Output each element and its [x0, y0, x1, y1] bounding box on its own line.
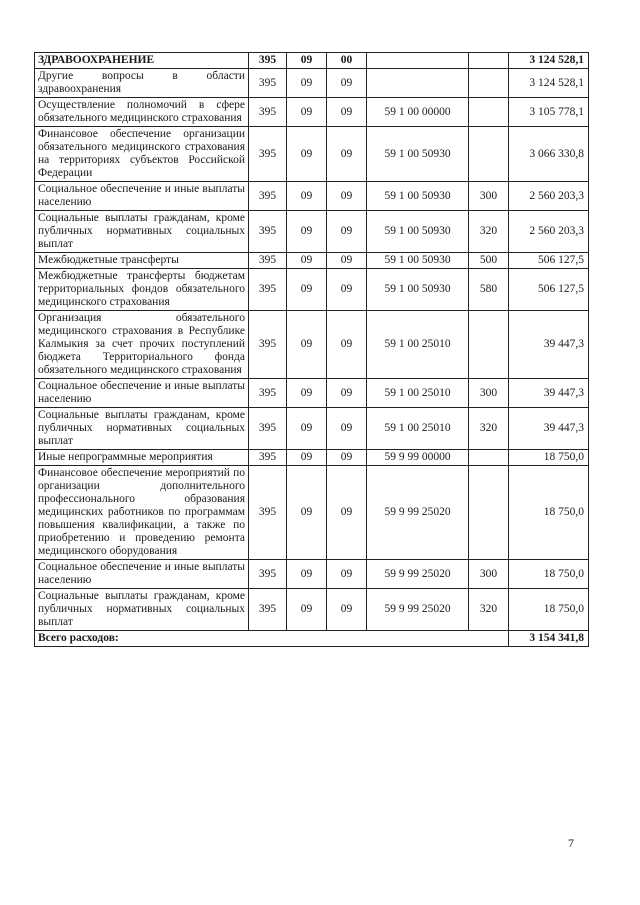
subsection-code-cell: 09	[327, 127, 367, 182]
amount-cell: 3 105 778,1	[509, 98, 589, 127]
section-code-cell: 09	[287, 53, 327, 69]
target-article-code-cell: 59 1 00 50930	[367, 182, 469, 211]
total-amount: 3 154 341,8	[509, 631, 589, 647]
target-article-code-cell: 59 1 00 50930	[367, 253, 469, 269]
subsection-code-cell: 09	[327, 408, 367, 450]
table-row	[35, 253, 589, 269]
amount-cell: 18 750,0	[509, 466, 589, 560]
expense-type-code-cell	[469, 311, 509, 379]
row-name-cell: Организация обязательного медицинского страхования в Республике Калмыкия за счет прочих поступлений бюджета Территориального фонда обязательного медицинского страхования	[35, 311, 249, 379]
row-name-cell: Другие вопросы в области здравоохранения	[35, 69, 249, 98]
expense-type-code-cell: 320	[469, 408, 509, 450]
ved-code-cell: 395	[249, 53, 287, 69]
total-row	[35, 631, 589, 647]
ved-code-cell: 395	[249, 253, 287, 269]
target-article-code-cell: 59 1 00 50930	[367, 127, 469, 182]
section-code-cell: 09	[287, 98, 327, 127]
amount-cell: 18 750,0	[509, 560, 589, 589]
table-row	[35, 182, 589, 211]
amount-cell: 2 560 203,3	[509, 182, 589, 211]
expense-type-code-cell	[469, 450, 509, 466]
section-code-cell: 09	[287, 69, 327, 98]
subsection-code-cell: 09	[327, 379, 367, 408]
expense-type-code-cell: 320	[469, 211, 509, 253]
section-code-cell: 09	[287, 211, 327, 253]
section-code-cell: 09	[287, 408, 327, 450]
ved-code-cell: 395	[249, 560, 287, 589]
row-name-cell: ЗДРАВООХРАНЕНИЕ	[35, 53, 249, 69]
subsection-code-cell: 09	[327, 98, 367, 127]
section-code-cell: 09	[287, 311, 327, 379]
amount-cell: 506 127,5	[509, 253, 589, 269]
row-name-cell: Социальные выплаты гражданам, кроме публичных нормативных социальных выплат	[35, 408, 249, 450]
expense-type-code-cell	[469, 127, 509, 182]
table-row	[35, 269, 589, 311]
ved-code-cell: 395	[249, 127, 287, 182]
table-row	[35, 589, 589, 631]
section-code-cell: 09	[287, 269, 327, 311]
amount-cell: 39 447,3	[509, 311, 589, 379]
ved-code-cell: 395	[249, 311, 287, 379]
row-name-cell: Социальные выплаты гражданам, кроме публичных нормативных социальных выплат	[35, 589, 249, 631]
section-code-cell: 09	[287, 560, 327, 589]
ved-code-cell: 395	[249, 182, 287, 211]
target-article-code-cell: 59 9 99 25020	[367, 589, 469, 631]
ved-code-cell: 395	[249, 408, 287, 450]
ved-code-cell: 395	[249, 269, 287, 311]
amount-cell: 18 750,0	[509, 450, 589, 466]
expense-type-code-cell: 320	[469, 589, 509, 631]
subsection-code-cell: 09	[327, 69, 367, 98]
row-name-cell: Межбюджетные трансферты	[35, 253, 249, 269]
table-body	[35, 53, 589, 647]
expense-type-code-cell: 300	[469, 379, 509, 408]
table-row	[35, 560, 589, 589]
section-code-cell: 09	[287, 450, 327, 466]
table-row	[35, 69, 589, 98]
amount-cell: 18 750,0	[509, 589, 589, 631]
expense-type-code-cell: 580	[469, 269, 509, 311]
target-article-code-cell: 59 1 00 50930	[367, 269, 469, 311]
expense-type-code-cell	[469, 98, 509, 127]
target-article-code-cell: 59 1 00 00000	[367, 98, 469, 127]
target-article-code-cell	[367, 69, 469, 98]
amount-cell: 39 447,3	[509, 379, 589, 408]
row-name-cell: Социальное обеспечение и иные выплаты населению	[35, 379, 249, 408]
ved-code-cell: 395	[249, 379, 287, 408]
expense-type-code-cell	[469, 69, 509, 98]
table-row	[35, 53, 589, 69]
subsection-code-cell: 09	[327, 269, 367, 311]
row-name-cell: Межбюджетные трансферты бюджетам территориальных фондов обязательного медицинского страхования	[35, 269, 249, 311]
ved-code-cell: 395	[249, 211, 287, 253]
subsection-code-cell: 09	[327, 182, 367, 211]
ved-code-cell: 395	[249, 98, 287, 127]
target-article-code-cell: 59 1 00 25010	[367, 408, 469, 450]
target-article-code-cell: 59 9 99 00000	[367, 450, 469, 466]
section-code-cell: 09	[287, 253, 327, 269]
row-name-cell: Осуществление полномочий в сфере обязательного медицинского страхования	[35, 98, 249, 127]
ved-code-cell: 395	[249, 69, 287, 98]
subsection-code-cell: 09	[327, 466, 367, 560]
row-name-cell: Иные непрограммные мероприятия	[35, 450, 249, 466]
amount-cell: 506 127,5	[509, 269, 589, 311]
target-article-code-cell: 59 1 00 25010	[367, 311, 469, 379]
subsection-code-cell: 09	[327, 311, 367, 379]
target-article-code-cell: 59 1 00 50930	[367, 211, 469, 253]
ved-code-cell: 395	[249, 466, 287, 560]
row-name-cell: Социальное обеспечение и иные выплаты населению	[35, 560, 249, 589]
section-code-cell: 09	[287, 379, 327, 408]
target-article-code-cell: 59 1 00 25010	[367, 379, 469, 408]
subsection-code-cell: 09	[327, 211, 367, 253]
amount-cell: 3 124 528,1	[509, 69, 589, 98]
target-article-code-cell: 59 9 99 25020	[367, 560, 469, 589]
target-article-code-cell	[367, 53, 469, 69]
ved-code-cell: 395	[249, 589, 287, 631]
subsection-code-cell: 09	[327, 253, 367, 269]
section-code-cell: 09	[287, 589, 327, 631]
expense-type-code-cell: 300	[469, 182, 509, 211]
row-name-cell: Социальные выплаты гражданам, кроме публичных нормативных социальных выплат	[35, 211, 249, 253]
expense-type-code-cell: 500	[469, 253, 509, 269]
row-name-cell: Финансовое обеспечение организации обязательного медицинского страхования на территориях субъектов Российской Федерации	[35, 127, 249, 182]
section-code-cell: 09	[287, 182, 327, 211]
table-row	[35, 211, 589, 253]
amount-cell: 3 066 330,8	[509, 127, 589, 182]
table-row	[35, 408, 589, 450]
table-row	[35, 127, 589, 182]
subsection-code-cell: 09	[327, 589, 367, 631]
expense-type-code-cell	[469, 466, 509, 560]
table-row	[35, 98, 589, 127]
amount-cell: 3 124 528,1	[509, 53, 589, 69]
subsection-code-cell: 00	[327, 53, 367, 69]
subsection-code-cell: 09	[327, 450, 367, 466]
section-code-cell: 09	[287, 466, 327, 560]
table-row	[35, 311, 589, 379]
table-row	[35, 450, 589, 466]
budget-table	[34, 52, 589, 647]
ved-code-cell: 395	[249, 450, 287, 466]
amount-cell: 2 560 203,3	[509, 211, 589, 253]
section-code-cell: 09	[287, 127, 327, 182]
expense-type-code-cell	[469, 53, 509, 69]
total-label: Всего расходов:	[35, 631, 509, 647]
subsection-code-cell: 09	[327, 560, 367, 589]
amount-cell: 39 447,3	[509, 408, 589, 450]
table-row	[35, 466, 589, 560]
target-article-code-cell: 59 9 99 25020	[367, 466, 469, 560]
table-row	[35, 379, 589, 408]
expense-type-code-cell: 300	[469, 560, 509, 589]
row-name-cell: Социальное обеспечение и иные выплаты населению	[35, 182, 249, 211]
row-name-cell: Финансовое обеспечение мероприятий по организации дополнительного профессионального образования медицинских работников по программам повышения квалификации, а также по приобретению и проведению ремонта медицинского оборудования	[35, 466, 249, 560]
page-number: 7	[568, 836, 574, 850]
